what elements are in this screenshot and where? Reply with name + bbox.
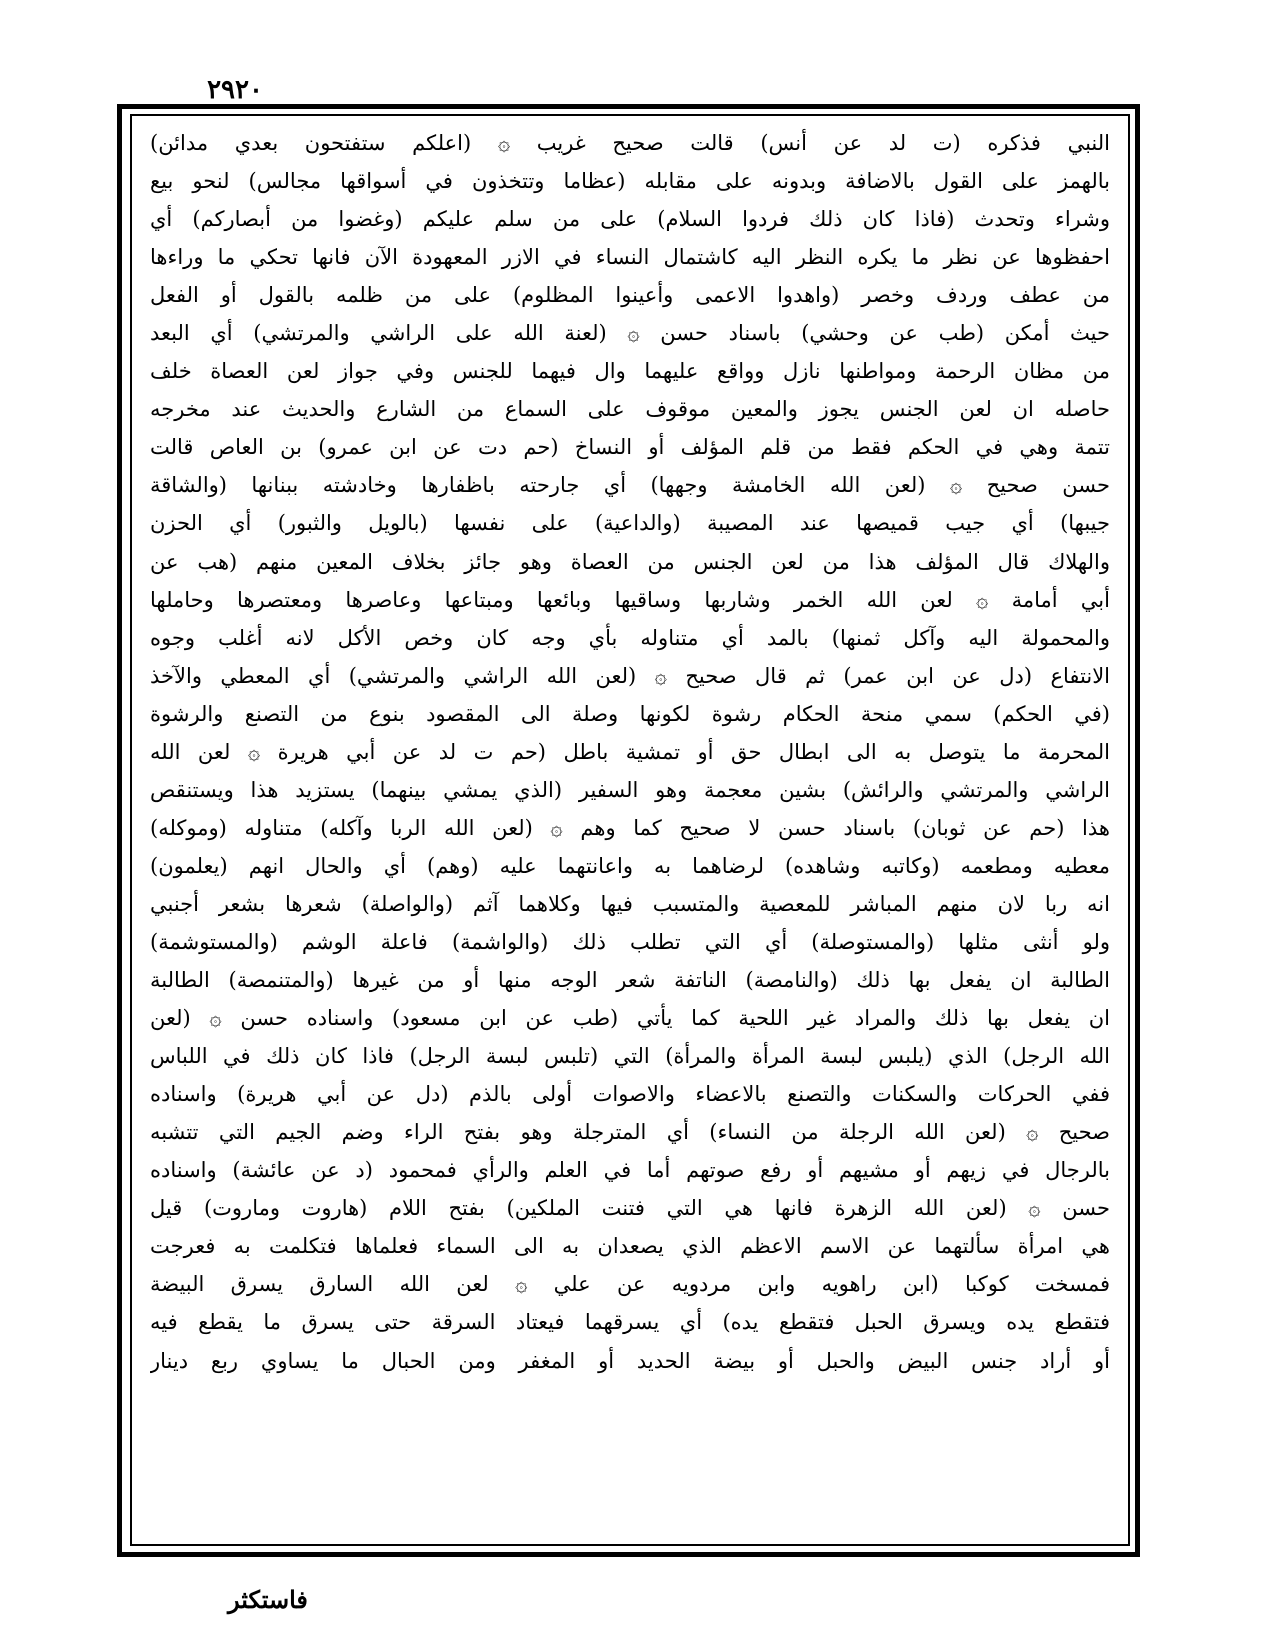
text-line: جيبها) أي جيب قميصها عند المصيبة (والداعية) على نفسها (بالويل والثبور) أي الحزن <box>150 511 1110 536</box>
text-line: الراشي والمرتشي والرائش) بشين معجمة وهو السفير (الذي يمشي بينهما) يستزيد هذا ويستنقص <box>150 777 1110 802</box>
catchword: فاستكثر <box>228 1585 308 1614</box>
text-line: هي امرأة سألتهما عن الاسم الاعظم الذي يصعدان به الى السماء فعلماها فتكلمت به فعرجت <box>150 1234 1110 1259</box>
text-line: هذا (حم عن ثوبان) باسناد حسن لا صحيح كما وهم ۞ (لعن الله الربا وآكله) متناوله (وموكله) <box>150 815 1110 840</box>
text-line: انه ربا لان منهم المباشر للمعصية والمتسبب فيها وكلاهما آثم (والواصلة) شعرها بشعر أجنبي <box>150 891 1110 916</box>
text-line: ففي الحركات والسكنات والتصنع بالاعضاء والاصوات أولى بالذم (دل عن أبي هريرة) واسناده <box>150 1082 1110 1107</box>
text-line: المحرمة ما يتوصل به الى ابطال حق أو تمشية باطل (حم ت لد عن أبي هريرة ۞ لعن الله <box>150 739 1110 764</box>
text-body <box>150 124 1110 1539</box>
text-line: الانتفاع (دل عن ابن عمر) ثم قال صحيح ۞ (لعن الله الراشي والمرتشي) أي المعطي والآخذ <box>150 663 1110 688</box>
text-line: أبي أمامة ۞ لعن الله الخمر وشاربها وساقيها وبائعها ومبتاعها وعاصرها ومعتصرها وحاملها <box>150 587 1110 612</box>
text-line: النبي فذكره (ت لد عن أنس) قالت صحيح غريب ۞ (اعلكم ستفتحون بعدي مدائن) <box>150 131 1110 155</box>
text-line: الله الرجل) الذي (يلبس لبسة المرأة والمرأة) التي (تلبس لبسة الرجل) فاذا كان ذلك في اللباس <box>150 1044 1110 1069</box>
page-number: ٢٩٢٠ <box>207 75 263 105</box>
text-line: والمحمولة اليه وآكل ثمنها) بالمد أي متناوله بأي وجه كان وخص الأكل لانه أغلب وجوه <box>150 625 1110 650</box>
text-line: حيث أمكن (طب عن وحشي) باسناد حسن ۞ (لعنة الله على الراشي والمرتشي) أي البعد <box>150 321 1110 346</box>
text-line: احفظوها عن نظر ما يكره النظر اليه كاشتمال النساء في الازر المعهودة الآن فانها تحكي ما وراءها <box>150 245 1110 270</box>
text-line: صحيح ۞ (لعن الله الرجلة من النساء) أي المترجلة وهو بفتح الراء وضم الجيم التي تتشبه <box>150 1120 1110 1145</box>
text-line: ولو أنثى مثلها (والمستوصلة) أي التي تطلب ذلك (والواشمة) فاعلة الوشم (والمستوشمة) <box>150 929 1110 954</box>
text-line: فمسخت كوكبا (ابن راهويه وابن مردويه عن علي ۞ لعن الله السارق يسرق البيضة <box>150 1272 1110 1297</box>
text-line: حاصله ان لعن الجنس يجوز والمعين موقوف على السماع من الشارع والحديث عند مخرجه <box>150 397 1110 422</box>
text-line: ان يفعل بها ذلك والمراد غير اللحية كما يأتي (طب عن ابن مسعود) واسناده حسن ۞ (لعن <box>150 1006 1110 1031</box>
text-line: من مظان الرحمة ومواطنها نازل وواقع عليهما وال فيهما للجنس وفي جواز لعن العصاة خلف <box>150 359 1110 384</box>
text-line: بالهمز على القول بالاضافة وبدونه على مقابله (عظاما وتتخذون في أسواقها مجالس) لنحو بيع <box>150 169 1110 194</box>
text-line: وشراء وتحدث (فاذا كان ذلك فردوا السلام) على من سلم عليكم (وغضوا من أبصاركم) أي <box>150 207 1110 232</box>
text-line: حسن ۞ (لعن الله الزهرة فانها هي التي فتنت الملكين) بفتح اللام (هاروت وماروت) قيل <box>150 1196 1110 1221</box>
text-line: بالرجال في زيهم أو مشيهم أو رفع صوتهم أما في العلم والرأي فمحمود (د عن عائشة) واسناده <box>150 1158 1110 1183</box>
text-line: حسن صحيح ۞ (لعن الله الخامشة وجهها) أي جارحته باظفارها وخادشته ببنانها (والشاقة <box>150 473 1110 498</box>
text-line: أو أراد جنس البيض والحبل أو بيضة الحديد أو المغفر ومن الحبال ما يساوي ربع دينار <box>150 1348 1110 1373</box>
text-line: الطالبة ان يفعل بها ذلك (والنامصة) الناتفة شعر الوجه منها أو من غيرها (والمتنمصة) الطالبة <box>150 968 1110 993</box>
text-line: تتمة وهي في الحكم فقط من قلم المؤلف أو النساخ (حم دت عن ابن عمرو) بن العاص قالت <box>150 435 1110 460</box>
text-line: من عطف وردف وخصر (واهدوا الاعمى وأعينوا المظلوم) على من ظلمه بالقول أو الفعل <box>150 283 1110 308</box>
text-line: فتقطع يده ويسرق الحبل فتقطع يده) أي يسرقهما فيعتاد السرقة حتى يسرق ما يقطع فيه <box>150 1310 1110 1335</box>
text-line: (في الحكم) سمي منحة الحكام رشوة لكونها وصلة الى المقصود بنوع من التصنع والرشوة <box>150 701 1110 726</box>
text-line: معطيه ومطعمه (وكاتبه وشاهده) لرضاهما به واعانتهما عليه (وهم) أي والحال انهم (يعلمون) <box>150 853 1110 878</box>
text-line: والهلاك قال المؤلف هذا من لعن الجنس من العصاة وهو جائز بخلاف المعين منهم (هب عن <box>150 549 1110 574</box>
